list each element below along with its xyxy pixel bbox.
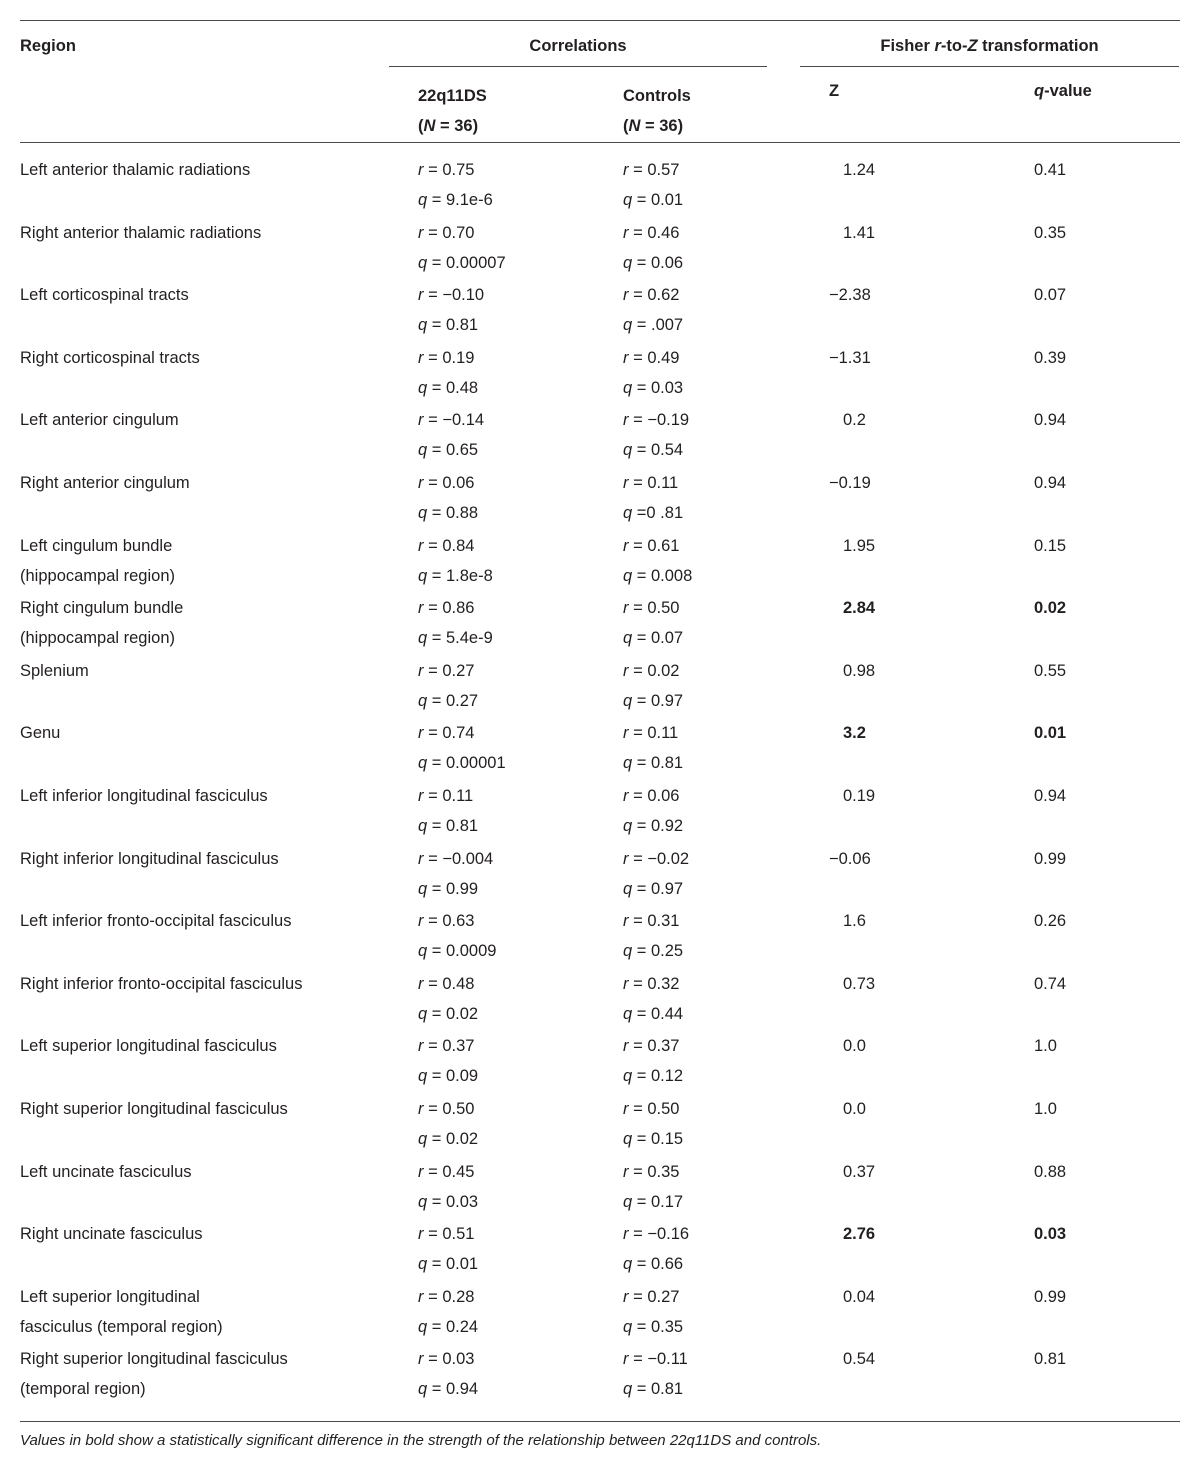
- header-z: Z: [829, 82, 840, 100]
- cell-q-value: 0.26: [1034, 912, 1067, 931]
- cell-q-value: 0.39: [1034, 348, 1067, 367]
- header-correlations: Correlations: [529, 37, 627, 55]
- table-row: [0, 218, 1200, 280]
- cell-q-value: 0.07: [1034, 286, 1067, 305]
- col-ctrl-label: Controls: [623, 87, 691, 105]
- r22-value: r = 0.19: [418, 348, 475, 367]
- cell-z: 1.24: [843, 161, 876, 179]
- table-row: [0, 468, 1200, 530]
- cell-22q11ds: [418, 781, 478, 841]
- rc-value: r = 0.27: [623, 1287, 680, 1306]
- cell-z: 0.54: [843, 1350, 876, 1369]
- cell-22q11ds: [418, 1282, 478, 1342]
- rc-value: r = −0.16: [623, 1225, 690, 1244]
- cell-z: 1.95: [843, 536, 876, 555]
- cell-controls: [623, 280, 683, 340]
- correlations-underline: [389, 66, 767, 67]
- fisher-underline: [800, 66, 1179, 67]
- cell-controls: [623, 1031, 683, 1091]
- cell-controls: [623, 1094, 683, 1154]
- r22-value: r = 0.48: [418, 974, 475, 993]
- cell-q-value: 0.99: [1034, 1287, 1067, 1306]
- cell-q-value: 0.15: [1034, 536, 1067, 555]
- region-cell: Right anterior thalamic radiations: [20, 223, 262, 242]
- cell-controls: [623, 1282, 683, 1342]
- header-q-value: q-value: [1034, 82, 1092, 100]
- cell-22q11ds: [418, 1344, 478, 1404]
- r22-value: r = 0.86: [418, 599, 475, 618]
- qc-value: q = 0.35: [623, 1317, 684, 1336]
- qc-value: q =0 .81: [623, 504, 684, 522]
- cell-q-value: 0.94: [1034, 411, 1067, 430]
- q22-value: q = 0.0009: [418, 942, 497, 961]
- table-row: [0, 844, 1200, 906]
- qc-value: q = 0.07: [623, 629, 684, 648]
- qc-value: q = 0.92: [623, 817, 684, 835]
- q22-value: q = 0.81: [418, 817, 479, 835]
- rc-value: r = 0.57: [623, 161, 680, 179]
- header-controls: [623, 81, 691, 141]
- table-row: [0, 405, 1200, 467]
- cell-22q11ds: [418, 844, 493, 904]
- cell-controls: [623, 593, 683, 653]
- q22-value: q = 0.09: [418, 1067, 479, 1086]
- qc-value: q = 0.06: [623, 253, 684, 272]
- rc-value: r = 0.02: [623, 661, 680, 680]
- r22-value: r = 0.37: [418, 1037, 475, 1056]
- header-22q11ds: [418, 81, 487, 141]
- q22-value: q = 0.48: [418, 378, 479, 397]
- q22-value: q = 0.03: [418, 1192, 479, 1211]
- fisher-z: Z: [967, 37, 978, 55]
- cell-z: 0.37: [843, 1162, 876, 1181]
- rc-value: r = 0.50: [623, 599, 680, 618]
- region-cell: Right uncinate fasciculus: [20, 1225, 203, 1244]
- qc-value: q = 0.44: [623, 1004, 684, 1023]
- fisher-prefix: Fisher: [880, 37, 935, 55]
- cell-22q11ds: [418, 1219, 478, 1279]
- rc-value: r = −0.02: [623, 849, 690, 868]
- cell-22q11ds: [418, 468, 478, 528]
- table-row: [0, 718, 1200, 780]
- qc-value: q = 0.008: [623, 566, 693, 585]
- cell-22q11ds: [418, 593, 493, 653]
- cell-22q11ds: [418, 1094, 478, 1154]
- cell-controls: [623, 844, 689, 904]
- cell-q-value: 0.02: [1034, 599, 1067, 618]
- cell-q-value: 0.88: [1034, 1162, 1067, 1181]
- cell-z: 0.2: [843, 411, 866, 430]
- table-row: [0, 1094, 1200, 1156]
- qc-value: q = 0.12: [623, 1067, 684, 1086]
- table-row: [0, 155, 1200, 217]
- region-cell: Splenium: [20, 661, 89, 680]
- qc-value: q = 0.17: [623, 1192, 684, 1211]
- region-cell: Right inferior fronto-occipital fasciculus: [20, 974, 303, 993]
- r22-value: r = 0.50: [418, 1100, 475, 1118]
- q22-value: q = 5.4e-9: [418, 629, 493, 648]
- q22-value: q = 0.81: [418, 316, 479, 335]
- cell-22q11ds: [418, 969, 478, 1029]
- fisher-r: r: [934, 37, 941, 55]
- r22-value: r = 0.06: [418, 474, 475, 492]
- table-row: [0, 1157, 1200, 1219]
- cell-controls: [623, 1157, 683, 1217]
- cell-22q11ds: [418, 1157, 478, 1217]
- table-row: [0, 1344, 1200, 1406]
- cell-z: −0.06: [829, 849, 871, 868]
- q22-value: q = 0.94: [418, 1380, 479, 1399]
- cell-q-value: 0.74: [1034, 974, 1067, 993]
- cell-controls: [623, 405, 689, 465]
- rc-value: r = −0.19: [623, 411, 690, 430]
- cell-controls: [623, 656, 683, 716]
- cell-22q11ds: [418, 155, 493, 215]
- cell-z: −1.31: [829, 348, 871, 367]
- cell-22q11ds: [418, 531, 493, 591]
- q22-value: q = 0.02: [418, 1130, 479, 1148]
- region-cell: Left uncinate fasciculus: [20, 1162, 192, 1181]
- rc-value: r = 0.46: [623, 223, 680, 242]
- cell-controls: [623, 906, 683, 966]
- qc-value: q = 0.81: [623, 754, 684, 773]
- cell-z: 0.73: [843, 974, 876, 993]
- cell-z: 0.19: [843, 787, 876, 805]
- cell-controls: [623, 218, 683, 278]
- cell-z: −0.19: [829, 474, 871, 492]
- qc-value: q = 0.15: [623, 1130, 684, 1148]
- table-row: [0, 593, 1200, 655]
- cell-q-value: 1.0: [1034, 1037, 1057, 1056]
- q22-value: q = 0.65: [418, 441, 479, 460]
- cell-q-value: 1.0: [1034, 1100, 1057, 1118]
- cell-22q11ds: [418, 343, 478, 403]
- cell-controls: [623, 155, 683, 215]
- rc-value: r = 0.50: [623, 1100, 680, 1118]
- table-top-rule: [20, 20, 1180, 21]
- table-row: [0, 531, 1200, 593]
- r22-value: r = 0.70: [418, 223, 475, 242]
- table-row: [0, 280, 1200, 342]
- rc-value: r = 0.32: [623, 974, 680, 993]
- col-ctrl-n: (N = 36): [623, 117, 684, 135]
- fisher-to: -to-: [940, 37, 968, 55]
- table-row: [0, 969, 1200, 1031]
- region-cell: Left inferior longitudinal fasciculus: [20, 787, 268, 805]
- rc-value: r = 0.37: [623, 1037, 680, 1056]
- cell-z: 0.04: [843, 1287, 876, 1306]
- r22-value: r = 0.03: [418, 1350, 475, 1369]
- r22-value: r = 0.11: [418, 787, 474, 805]
- region-cell: Left anterior thalamic radiations: [20, 161, 251, 179]
- cell-q-value: 0.41: [1034, 161, 1067, 179]
- cell-controls: [623, 1344, 688, 1404]
- region-cell: Genu: [20, 724, 61, 743]
- r22-value: r = 0.84: [418, 536, 475, 555]
- qc-value: q = .007: [623, 316, 684, 335]
- r22-value: r = 0.27: [418, 661, 475, 680]
- r22-value: r = 0.51: [418, 1225, 475, 1244]
- r22-value: r = −0.004: [418, 849, 494, 868]
- r22-value: r = 0.75: [418, 161, 475, 179]
- qc-value: q = 0.66: [623, 1255, 684, 1274]
- cell-q-value: 0.99: [1034, 849, 1067, 868]
- table-row: [0, 1219, 1200, 1281]
- r22-value: r = 0.28: [418, 1287, 475, 1306]
- header-region: Region: [20, 37, 76, 55]
- cell-z: −2.38: [829, 286, 871, 305]
- cell-22q11ds: [418, 1031, 478, 1091]
- cell-controls: [623, 1219, 689, 1279]
- region-cell: Right superior longitudinal fasciculus (temporal region): [20, 1350, 288, 1399]
- cell-z: 0.98: [843, 661, 876, 680]
- cell-22q11ds: [418, 405, 484, 465]
- region-cell: Left corticospinal tracts: [20, 286, 189, 305]
- region-cell: Left inferior fronto-occipital fasciculus: [20, 912, 292, 931]
- r22-value: r = −0.10: [418, 286, 485, 305]
- cell-q-value: 0.94: [1034, 787, 1067, 805]
- table-row: [0, 1282, 1200, 1344]
- cell-22q11ds: [418, 280, 484, 340]
- qc-value: q = 0.01: [623, 191, 684, 209]
- table-row: [0, 656, 1200, 718]
- qc-value: q = 0.81: [623, 1380, 684, 1399]
- rc-value: r = 0.06: [623, 787, 680, 805]
- q22-value: q = 0.00001: [418, 754, 506, 773]
- region-cell: Left cingulum bundle (hippocampal region): [20, 536, 176, 585]
- cell-22q11ds: [418, 656, 478, 716]
- table-bottom-rule: [20, 1421, 1180, 1422]
- cell-controls: [623, 468, 683, 528]
- col-22q-label: 22q11DS: [418, 87, 487, 105]
- rc-value: r = −0.11: [623, 1350, 688, 1369]
- cell-z: 3.2: [843, 724, 866, 743]
- qc-value: q = 0.97: [623, 879, 684, 898]
- table-row: [0, 906, 1200, 968]
- cell-z: 1.6: [843, 912, 866, 931]
- cell-22q11ds: [418, 906, 496, 966]
- rc-value: r = 0.61: [623, 536, 680, 555]
- q22-value: q = 0.01: [418, 1255, 479, 1274]
- r22-value: r = −0.14: [418, 411, 485, 430]
- qc-value: q = 0.25: [623, 942, 684, 961]
- cell-controls: [623, 343, 683, 403]
- table-row: [0, 343, 1200, 405]
- cell-q-value: 0.94: [1034, 474, 1067, 492]
- cell-q-value: 0.35: [1034, 223, 1067, 242]
- qc-value: q = 0.54: [623, 441, 684, 460]
- rc-value: r = 0.31: [623, 912, 680, 931]
- cell-q-value: 0.01: [1034, 724, 1067, 743]
- q22-value: q = 0.99: [418, 879, 479, 898]
- cell-z: 0.0: [843, 1100, 866, 1118]
- rc-value: r = 0.35: [623, 1162, 680, 1181]
- q22-value: q = 0.00007: [418, 253, 506, 272]
- rc-value: r = 0.11: [623, 724, 679, 743]
- qc-value: q = 0.03: [623, 378, 684, 397]
- q22-value: q = 0.24: [418, 1317, 479, 1336]
- footnote: Values in bold show a statistically significant difference in the strength of the relationship between 22q11DS and controls.: [20, 1432, 822, 1449]
- region-cell: Left superior longitudinal fasciculus (temporal region): [20, 1287, 223, 1336]
- rc-value: r = 0.62: [623, 286, 680, 305]
- region-cell: Right inferior longitudinal fasciculus: [20, 849, 279, 868]
- cell-controls: [623, 781, 683, 841]
- cell-controls: [623, 531, 692, 591]
- cell-z: 0.0: [843, 1037, 866, 1056]
- region-cell: Left anterior cingulum: [20, 411, 179, 430]
- region-cell: Right anterior cingulum: [20, 474, 190, 492]
- cell-z: 2.84: [843, 599, 876, 618]
- table-row: [0, 781, 1200, 843]
- cell-q-value: 0.03: [1034, 1225, 1067, 1244]
- region-cell: Left superior longitudinal fasciculus: [20, 1037, 277, 1056]
- q22-value: q = 0.02: [418, 1004, 479, 1023]
- q22-value: q = 9.1e-6: [418, 191, 493, 209]
- col-22q-n: (N = 36): [418, 117, 479, 135]
- q22-value: q = 0.88: [418, 504, 479, 522]
- header-fisher: [800, 36, 1179, 56]
- cell-controls: [623, 718, 683, 778]
- q22-value: q = 0.27: [418, 691, 479, 710]
- cell-q-value: 0.55: [1034, 661, 1067, 680]
- r22-value: r = 0.63: [418, 912, 475, 931]
- cell-22q11ds: [418, 218, 506, 278]
- qc-value: q = 0.97: [623, 691, 684, 710]
- cell-22q11ds: [418, 718, 506, 778]
- r22-value: r = 0.74: [418, 724, 475, 743]
- cell-z: 2.76: [843, 1225, 876, 1244]
- header-bottom-rule: [20, 142, 1180, 143]
- cell-z: 1.41: [843, 223, 876, 242]
- rc-value: r = 0.49: [623, 348, 680, 367]
- cell-q-value: 0.81: [1034, 1350, 1067, 1369]
- region-cell: Right superior longitudinal fasciculus: [20, 1100, 288, 1118]
- rc-value: r = 0.11: [623, 474, 679, 492]
- table-row: [0, 1031, 1200, 1093]
- fisher-suffix: transformation: [977, 37, 1099, 55]
- cell-controls: [623, 969, 683, 1029]
- q22-value: q = 1.8e-8: [418, 566, 493, 585]
- r22-value: r = 0.45: [418, 1162, 475, 1181]
- region-cell: Right corticospinal tracts: [20, 348, 200, 367]
- region-cell: Right cingulum bundle (hippocampal region): [20, 599, 184, 648]
